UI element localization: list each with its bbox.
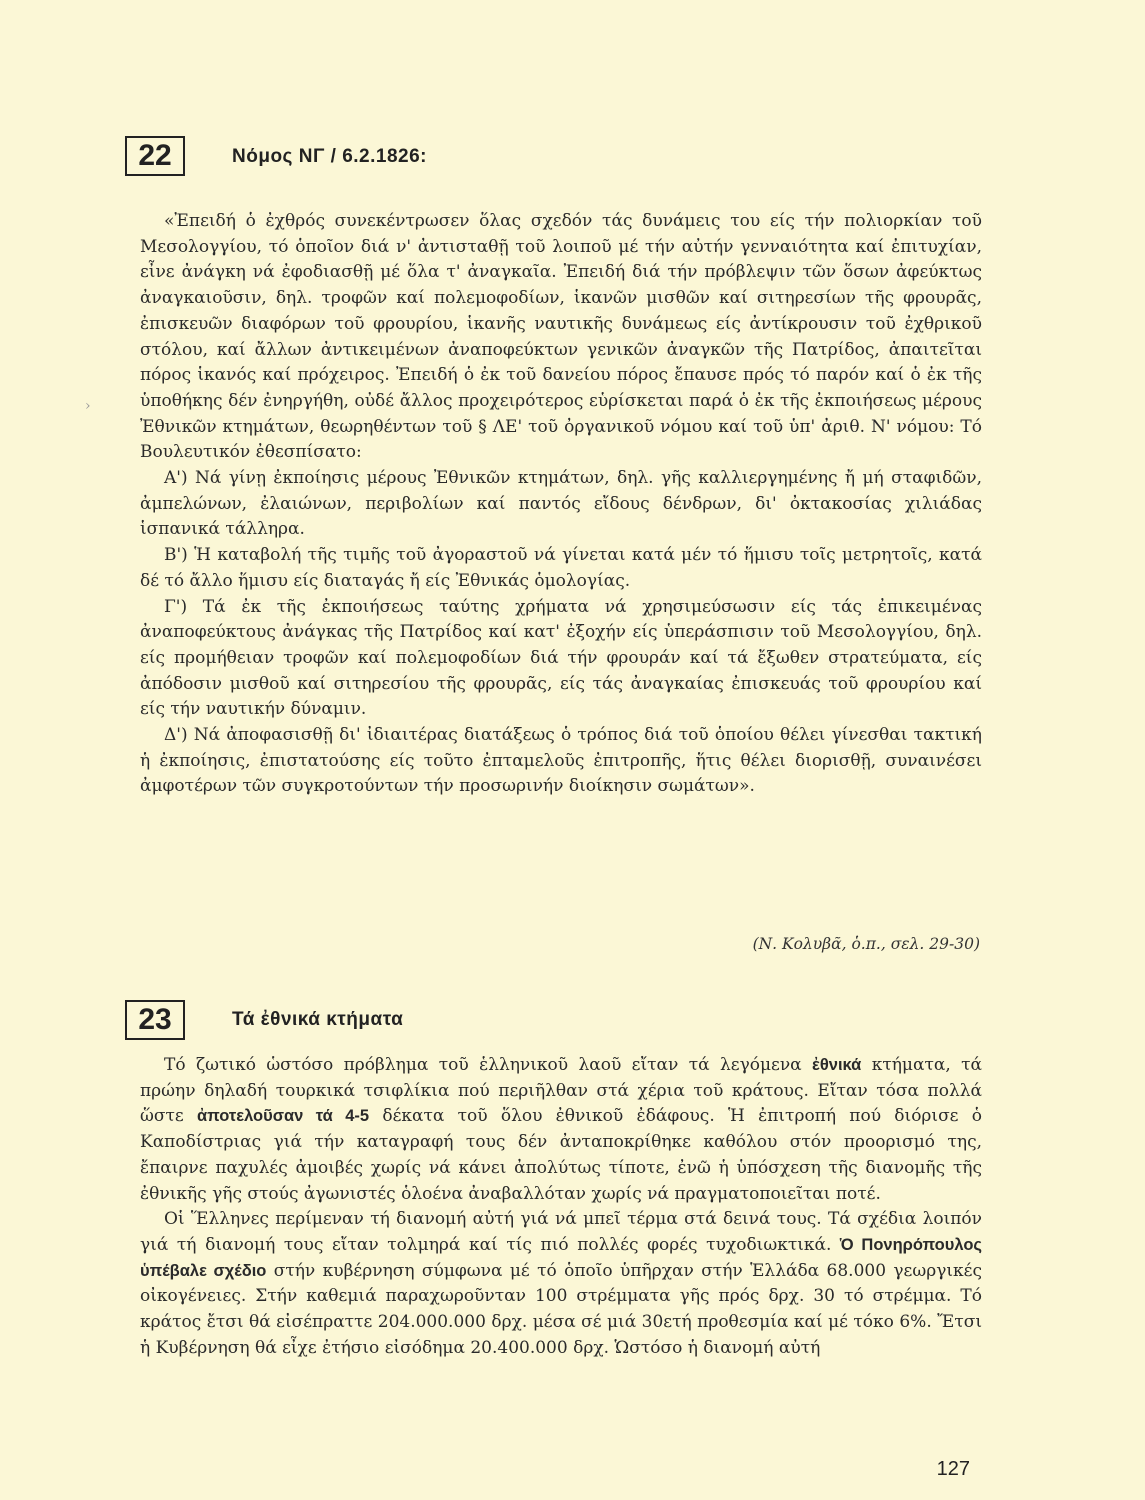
page-number: 127 [936, 1458, 970, 1480]
bold-term-poniropoulos: Ὁ Πονηρόπουλος ὑπέβαλε σχέδιο [140, 1235, 983, 1280]
bold-term-national: ἐθνικά [812, 1056, 862, 1074]
text-run: Τό ζωτικό ὡστόσο πρόβλημα τοῦ ἑλληνικοῦ λαοῦ εἴταν τά λεγόμενα [164, 1055, 813, 1075]
section-23-body [140, 1053, 982, 1361]
law-article-d: Δ') Νά ἀποφασισθῇ δι' ἰδιαιτέρας διατάξεως ὁ τρόπος διά τοῦ ὁποίου θέλει γίνεσθαι τακτική ἡ ἐκποίησις, ἐπιστατούσης είς τοῦτο ἐπταμελοῦς ἐπιτροπῆς, ἥτις θέλει διορισθῇ, συναινέσει ἀμφοτέρων τῶν συγκροτούντων τήν προσωρινήν διοίκησιν σωμάτων». [140, 725, 982, 797]
bold-term-share: ἀποτελοῦσαν τά 4-5 [196, 1107, 370, 1126]
law-preamble: «Ἐπειδή ὁ ἐχθρός συνεκέντρωσεν ὅλας σχεδόν τάς δυνάμεις του είς τήν πολιορκίαν τοῦ Μεσολογγίου, τό ὁποῖον διά ν' ἀντισταθῇ τοῦ λοιποῦ μέ τήν αὐτήν γενναιότητα καί ἐπιτυχίαν, εἶνε ἀνάγκη νά ἐφοδιασθῇ μέ ὅλα τ' ἀναγκαῖα. Ἐπειδή διά τήν πρόβλεψιν τῶν ὅσων ἀφεύκτως ἀναγκαιοῦσιν, δηλ. τροφῶν καί πολεμοφοδίων, ἱκανῶν μισθῶν καί σιτηρεσίων τῆς φρουρᾶς, ἐπισκευῶν διαφόρων τοῦ φρουρίου, ἱκανῆς ναυτικῆς δυνάμεως είς ἀντίκρουσιν τοῦ ἐχθρικοῦ στόλου, καί ἄλλων ἀντικειμένων ἀναποφεύκτων γενικῶν ἀναγκῶν τῆς Πατρίδος, ἀπαιτεῖται πόρος ἱκανός καί πρόχειρος. Ἐπειδή ὁ ἐκ τοῦ δανείου πόρος ἔπαυσε πρός τό παρόν καί ὁ ἐκ τῆς ὑποθήκης δέν ἐνηργήθη, οὐδέ ἄλλος προχειρότερος εὑρίσκεται παρά ὁ ἐκ τῆς ἐκποιήσεως μέρους Ἐθνικῶν κτημάτων, θεωρηθέντων τοῦ § ΛΕ' τοῦ ὀργανικοῦ νόμου καί τοῦ ὑπ' ἀριθ. Ν' νόμου: Τό Βουλευτικόν ἐθεσπίσατο: [140, 211, 982, 463]
law-article-b: Β') Ἡ καταβολή τῆς τιμῆς τοῦ ἀγοραστοῦ νά γίνεται κατά μέν τό ἥμισυ τοῖς μετρητοῖς, κατά δέ τό ἄλλο ἥμισυ είς διαταγάς ἤ είς Ἐθνικάς ὁμολογίας. [140, 545, 982, 591]
section-23-paragraph-2 [140, 1207, 982, 1361]
text-run: Οἱ Ἕλληνες περίμεναν τή διανομή αὐτή γιά νά μπεῖ τέρμα στά δεινά τους. Τά σχέδια λοιπόν γιά τή διανομή τους εἴταν τολμηρά καί τίς πιό πολλές φορές τυχοδιωκτικά. [140, 1209, 982, 1255]
text-run: στήν κυβέρνηση σύμφωνα μέ τό ὁποῖο ὑπῆρχαν στήν Ἑλλάδα 68.000 γεωργικές οἰκογένειες. Στήν καθεμιά παραχωροῦνταν 100 στρέμματα γῆς πρός δρχ. 30 τό στρέμμα. Τό κράτος ἔτσι θά εἰσέπραττε 204.000.000 δρχ. μέσα σέ μιά 30ετή προθεσμία καί μέ τόκο 6%. Ἔτσι ἡ Κυβέρνηση θά εἶχε ἐτήσιο εἰσόδημα 20.400.000 δρχ. Ὡστόσο ἡ διανομή αὐτή [140, 1260, 982, 1358]
margin-mark: › [85, 398, 91, 414]
text-run: κτήματα, τά πρώην δηλαδή τουρκικά τσιφλίκια πού περιῆλθαν στά χέρια τοῦ κράτους. Εἴταν τόσα πολλά ὥστε [140, 1055, 982, 1127]
section-number-22: 22 [125, 136, 185, 176]
source-citation: (Ν. Κολυβᾶ, ὁ.π., σελ. 29-30) [752, 935, 980, 953]
law-article-g: Γ') Τά ἐκ τῆς ἐκποιήσεως ταύτης χρήματα νά χρησιμεύσωσιν είς τάς ἐπικειμένας ἀναποφεύκτους ἀνάγκας τῆς Πατρίδος καί κατ' ἐξοχήν είς ὑπεράσπισιν τοῦ Μεσολογγίου, δηλ. είς προμήθειαν τροφῶν καί πολεμοφοδίων διά τήν φρουράν καί τά ἔξωθεν στρατεύματα, είς ἀπόδοσιν μισθοῦ καί σιτηρεσίου τῆς φρουρᾶς, είς τάς ἀναγκαίας ἐπισκευάς τοῦ φρουρίου καί είς τήν ναυτικήν δύναμιν. [140, 596, 982, 720]
section-22-title: Νόμος ΝΓ / 6.2.1826: [232, 146, 427, 167]
section-23-title: Τά ἐθνικά κτήματα [232, 1009, 404, 1030]
section-22-law-text [140, 209, 982, 800]
law-article-a: Α') Νά γίνῃ ἐκποίησις μέρους Ἐθνικῶν κτημάτων, δηλ. γῆς καλλιεργημένης ἤ μή σταφιδῶν, ἀμπελώνων, ἐλαιώνων, περιβολίων καί παντός εἴδους δένδρων, δι' ὀκτακοσίας χιλιάδας ἱσπανικά τάλληρα. [140, 468, 982, 540]
section-number-23: 23 [125, 1000, 185, 1040]
text-run: δέκατα τοῦ ὅλου ἐθνικοῦ ἐδάφους. Ἡ ἐπιτροπή πού διόρισε ὁ Καποδίστριας γιά τήν καταγραφή τους δέν ἀνταποκρίθηκε καθόλου στόν προορισμό της, ἔπαιρνε παχυλές ἀμοιβές χωρίς νά κάνει ἀπολύτως τίποτε, ἐνῶ ἡ ὑπόσχεση τῆς διανομῆς τῆς ἐθνικῆς γῆς στούς ἀγωνιστές ὁλοένα ἀναβαλλόταν χωρίς νά πραγματοποιεῖται ποτέ. [140, 1106, 982, 1204]
section-23-paragraph-1 [140, 1053, 982, 1207]
